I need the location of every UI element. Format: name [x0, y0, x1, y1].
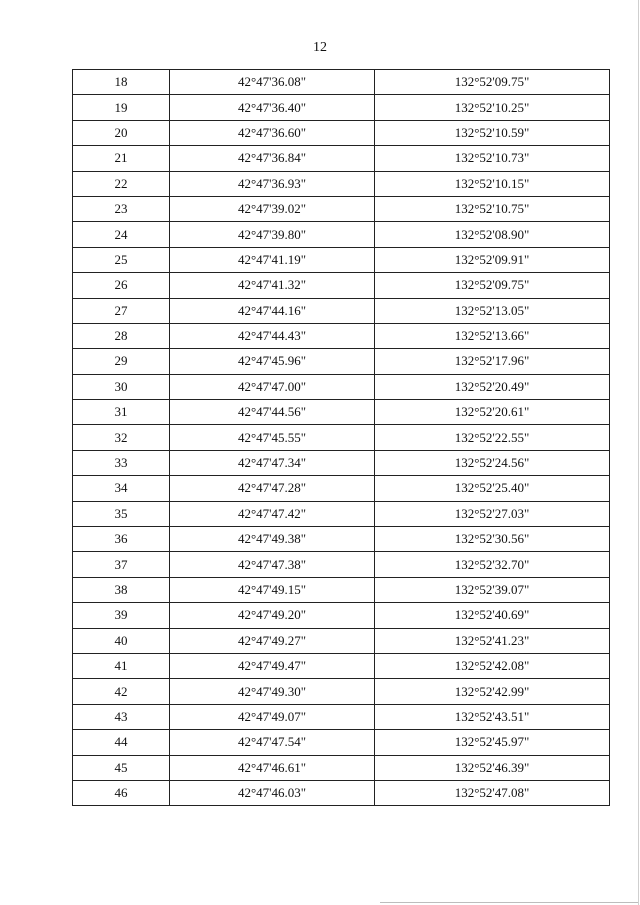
- longitude-cell: 132°52'10.25": [375, 95, 610, 120]
- point-number-cell: 41: [73, 653, 170, 678]
- longitude-cell: 132°52'24.56": [375, 450, 610, 475]
- table-row: [73, 527, 610, 552]
- longitude-cell: 132°52'40.69": [375, 603, 610, 628]
- longitude-cell: 132°52'22.55": [375, 425, 610, 450]
- latitude-cell: 42°47'47.28": [170, 476, 375, 501]
- latitude-cell: 42°47'49.07": [170, 704, 375, 729]
- table-row: [73, 298, 610, 323]
- longitude-cell: 132°52'09.75": [375, 273, 610, 298]
- latitude-cell: 42°47'41.32": [170, 273, 375, 298]
- table-row: [73, 349, 610, 374]
- point-number-cell: 40: [73, 628, 170, 653]
- point-number-cell: 33: [73, 450, 170, 475]
- latitude-cell: 42°47'36.08": [170, 70, 375, 95]
- longitude-cell: 132°52'32.70": [375, 552, 610, 577]
- latitude-cell: 42°47'47.54": [170, 730, 375, 755]
- point-number-cell: 36: [73, 527, 170, 552]
- table-row: [73, 222, 610, 247]
- latitude-cell: 42°47'36.93": [170, 171, 375, 196]
- latitude-cell: 42°47'45.55": [170, 425, 375, 450]
- point-number-cell: 21: [73, 146, 170, 171]
- longitude-cell: 132°52'25.40": [375, 476, 610, 501]
- longitude-cell: 132°52'30.56": [375, 527, 610, 552]
- point-number-cell: 30: [73, 374, 170, 399]
- point-number-cell: 19: [73, 95, 170, 120]
- point-number-cell: 42: [73, 679, 170, 704]
- point-number-cell: 45: [73, 755, 170, 780]
- latitude-cell: 42°47'47.38": [170, 552, 375, 577]
- longitude-cell: 132°52'13.66": [375, 323, 610, 348]
- table-row: [73, 679, 610, 704]
- longitude-cell: 132°52'43.51": [375, 704, 610, 729]
- latitude-cell: 42°47'49.20": [170, 603, 375, 628]
- table-row: [73, 704, 610, 729]
- point-number-cell: 46: [73, 780, 170, 805]
- point-number-cell: 37: [73, 552, 170, 577]
- scan-edge-line: [638, 0, 639, 905]
- latitude-cell: 42°47'44.43": [170, 323, 375, 348]
- longitude-cell: 132°52'47.08": [375, 780, 610, 805]
- longitude-cell: 132°52'10.15": [375, 171, 610, 196]
- point-number-cell: 27: [73, 298, 170, 323]
- table-row: [73, 196, 610, 221]
- point-number-cell: 25: [73, 247, 170, 272]
- longitude-cell: 132°52'41.23": [375, 628, 610, 653]
- table-row: [73, 323, 610, 348]
- table-row: [73, 501, 610, 526]
- scan-edge-line: [380, 902, 638, 903]
- table-row: [73, 653, 610, 678]
- point-number-cell: 28: [73, 323, 170, 348]
- table-row: [73, 552, 610, 577]
- longitude-cell: 132°52'09.75": [375, 70, 610, 95]
- point-number-cell: 39: [73, 603, 170, 628]
- point-number-cell: 24: [73, 222, 170, 247]
- point-number-cell: 43: [73, 704, 170, 729]
- table-row: [73, 120, 610, 145]
- point-number-cell: 31: [73, 400, 170, 425]
- longitude-cell: 132°52'08.90": [375, 222, 610, 247]
- latitude-cell: 42°47'46.03": [170, 780, 375, 805]
- longitude-cell: 132°52'45.97": [375, 730, 610, 755]
- latitude-cell: 42°47'44.16": [170, 298, 375, 323]
- table-row: [73, 400, 610, 425]
- latitude-cell: 42°47'46.61": [170, 755, 375, 780]
- longitude-cell: 132°52'42.08": [375, 653, 610, 678]
- table-row: [73, 577, 610, 602]
- table-row: [73, 603, 610, 628]
- latitude-cell: 42°47'41.19": [170, 247, 375, 272]
- table-row: [73, 247, 610, 272]
- latitude-cell: 42°47'39.80": [170, 222, 375, 247]
- table-row: [73, 70, 610, 95]
- latitude-cell: 42°47'44.56": [170, 400, 375, 425]
- longitude-cell: 132°52'39.07": [375, 577, 610, 602]
- table-row: [73, 425, 610, 450]
- latitude-cell: 42°47'45.96": [170, 349, 375, 374]
- latitude-cell: 42°47'36.60": [170, 120, 375, 145]
- table-row: [73, 780, 610, 805]
- latitude-cell: 42°47'47.00": [170, 374, 375, 399]
- longitude-cell: 132°52'13.05": [375, 298, 610, 323]
- table-row: [73, 628, 610, 653]
- table-row: [73, 95, 610, 120]
- point-number-cell: 32: [73, 425, 170, 450]
- table-row: [73, 730, 610, 755]
- longitude-cell: 132°52'42.99": [375, 679, 610, 704]
- table-row: [73, 273, 610, 298]
- point-number-cell: 38: [73, 577, 170, 602]
- point-number-cell: 26: [73, 273, 170, 298]
- table-row: [73, 755, 610, 780]
- coordinates-table: [72, 69, 610, 806]
- point-number-cell: 23: [73, 196, 170, 221]
- latitude-cell: 42°47'49.47": [170, 653, 375, 678]
- table-row: [73, 374, 610, 399]
- latitude-cell: 42°47'47.42": [170, 501, 375, 526]
- table-row: [73, 450, 610, 475]
- latitude-cell: 42°47'47.34": [170, 450, 375, 475]
- latitude-cell: 42°47'39.02": [170, 196, 375, 221]
- longitude-cell: 132°52'46.39": [375, 755, 610, 780]
- longitude-cell: 132°52'20.61": [375, 400, 610, 425]
- longitude-cell: 132°52'09.91": [375, 247, 610, 272]
- page-number: 12: [313, 40, 327, 55]
- table-row: [73, 146, 610, 171]
- latitude-cell: 42°47'49.30": [170, 679, 375, 704]
- table-row: [73, 476, 610, 501]
- latitude-cell: 42°47'49.38": [170, 527, 375, 552]
- point-number-cell: 22: [73, 171, 170, 196]
- point-number-cell: 18: [73, 70, 170, 95]
- coordinates-table-body: [73, 70, 610, 806]
- point-number-cell: 35: [73, 501, 170, 526]
- latitude-cell: 42°47'36.84": [170, 146, 375, 171]
- latitude-cell: 42°47'36.40": [170, 95, 375, 120]
- point-number-cell: 44: [73, 730, 170, 755]
- longitude-cell: 132°52'10.73": [375, 146, 610, 171]
- point-number-cell: 20: [73, 120, 170, 145]
- table-row: [73, 171, 610, 196]
- point-number-cell: 29: [73, 349, 170, 374]
- latitude-cell: 42°47'49.15": [170, 577, 375, 602]
- longitude-cell: 132°52'10.75": [375, 196, 610, 221]
- longitude-cell: 132°52'17.96": [375, 349, 610, 374]
- latitude-cell: 42°47'49.27": [170, 628, 375, 653]
- point-number-cell: 34: [73, 476, 170, 501]
- longitude-cell: 132°52'27.03": [375, 501, 610, 526]
- longitude-cell: 132°52'20.49": [375, 374, 610, 399]
- longitude-cell: 132°52'10.59": [375, 120, 610, 145]
